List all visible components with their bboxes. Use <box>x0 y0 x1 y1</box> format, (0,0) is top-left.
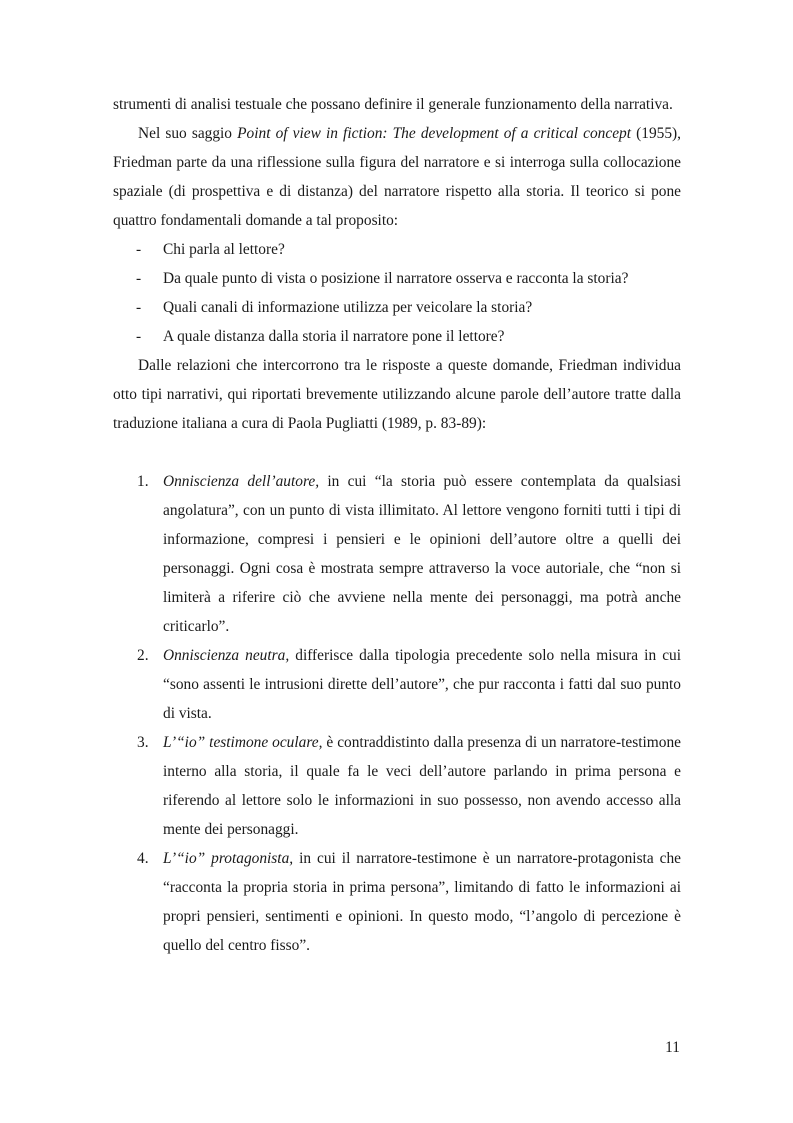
page-number: 11 <box>665 1039 680 1056</box>
paragraph-friedman-essay <box>113 119 681 235</box>
list-number: 4. <box>137 850 149 867</box>
list-marker: - <box>136 270 142 287</box>
list-number: 1. <box>137 473 149 490</box>
essay-title: Point of view in fiction: The development of a critical concept <box>237 125 632 142</box>
list-item <box>113 235 681 264</box>
paragraph-spacer <box>113 438 681 467</box>
paragraph-intro-continuation: strumenti di analisi testuale che possano definire il generale funzionamento della narrativa. <box>113 96 673 113</box>
paragraph-text: (1955), Friedman parte da una riflessione sulla figura del narratore e si interroga sulla collocazione spaziale (di prospettiva e di distanza) del narratore rispetto alla storia. Il teorico si pone quattro fondamentali domande a tal proposito: <box>113 125 682 229</box>
list-item <box>113 264 681 293</box>
paragraph-text: Nel suo saggio <box>138 125 238 142</box>
narrative-types-list <box>113 467 681 960</box>
question-text: Quali canali di informazione utilizza per veicolare la storia? <box>163 299 533 316</box>
list-item <box>113 322 681 351</box>
paragraph-narrative-types: Dalle relazioni che intercorrono tra le risposte a queste domande, Friedman individua otto tipi narrativi, qui riportati brevemente utilizzando alcune parole dell’autore tratte dalla traduzione italiana a cura di Paola Pugliatti (1989, p. 83-89): <box>113 357 681 432</box>
list-marker: - <box>136 241 142 258</box>
type-description: differisce dalla tipologia precedente solo nella misura in cui “sono assenti le intrusioni dirette dell’autore”, che pur racconta i fatti dal suo punto di vista. <box>163 647 682 722</box>
type-term: L’“io” protagonista, <box>163 850 294 867</box>
type-description: è contraddistinto dalla presenza di un narratore-testimone interno alla storia, il quale fa le veci dell’autore parlando in prima persona e riferendo al lettore solo le informazioni in suo possesso, non avendo accesso alla mente dei personaggi. <box>163 734 681 838</box>
question-text: Chi parla al lettore? <box>163 241 285 258</box>
type-term: Onniscienza neutra, <box>163 647 290 664</box>
page-body <box>113 90 681 960</box>
type-description: in cui “la storia può essere contemplata da qualsiasi angolatura”, con un punto di vista illimitato. Al lettore vengono forniti tutti i tipi di informazione, compresi i pensieri e le opinioni dell’autore oltre a quelli dei personaggi. Ogni cosa è mostrata sempre attraverso la voce autoriale, che “non si limiterà a riferire ciò che avviene nella mente dei personaggi, ma potrà anche criticarlo”. <box>163 473 681 635</box>
type-term: Onniscienza dell’autore, <box>163 473 320 490</box>
question-text: Da quale punto di vista o posizione il narratore osserva e racconta la storia? <box>163 270 629 287</box>
list-number: 2. <box>137 647 149 664</box>
list-number: 3. <box>137 734 149 751</box>
type-term: L’“io” testimone oculare, <box>163 734 323 751</box>
list-item <box>113 641 681 728</box>
list-item <box>113 467 681 641</box>
type-description: in cui il narratore-testimone è un narratore-protagonista che “racconta la propria storia in prima persona”, limitando di fatto le informazioni ai propri pensieri, sentimenti e opinioni. In questo modo, “l’angolo di percezione è quello del centro fisso”. <box>163 850 681 954</box>
list-marker: - <box>136 299 142 316</box>
list-item <box>113 844 681 960</box>
list-marker: - <box>136 328 142 345</box>
question-text: A quale distanza dalla storia il narratore pone il lettore? <box>163 328 505 345</box>
list-item <box>113 728 681 844</box>
questions-list <box>113 235 681 351</box>
list-item <box>113 293 681 322</box>
